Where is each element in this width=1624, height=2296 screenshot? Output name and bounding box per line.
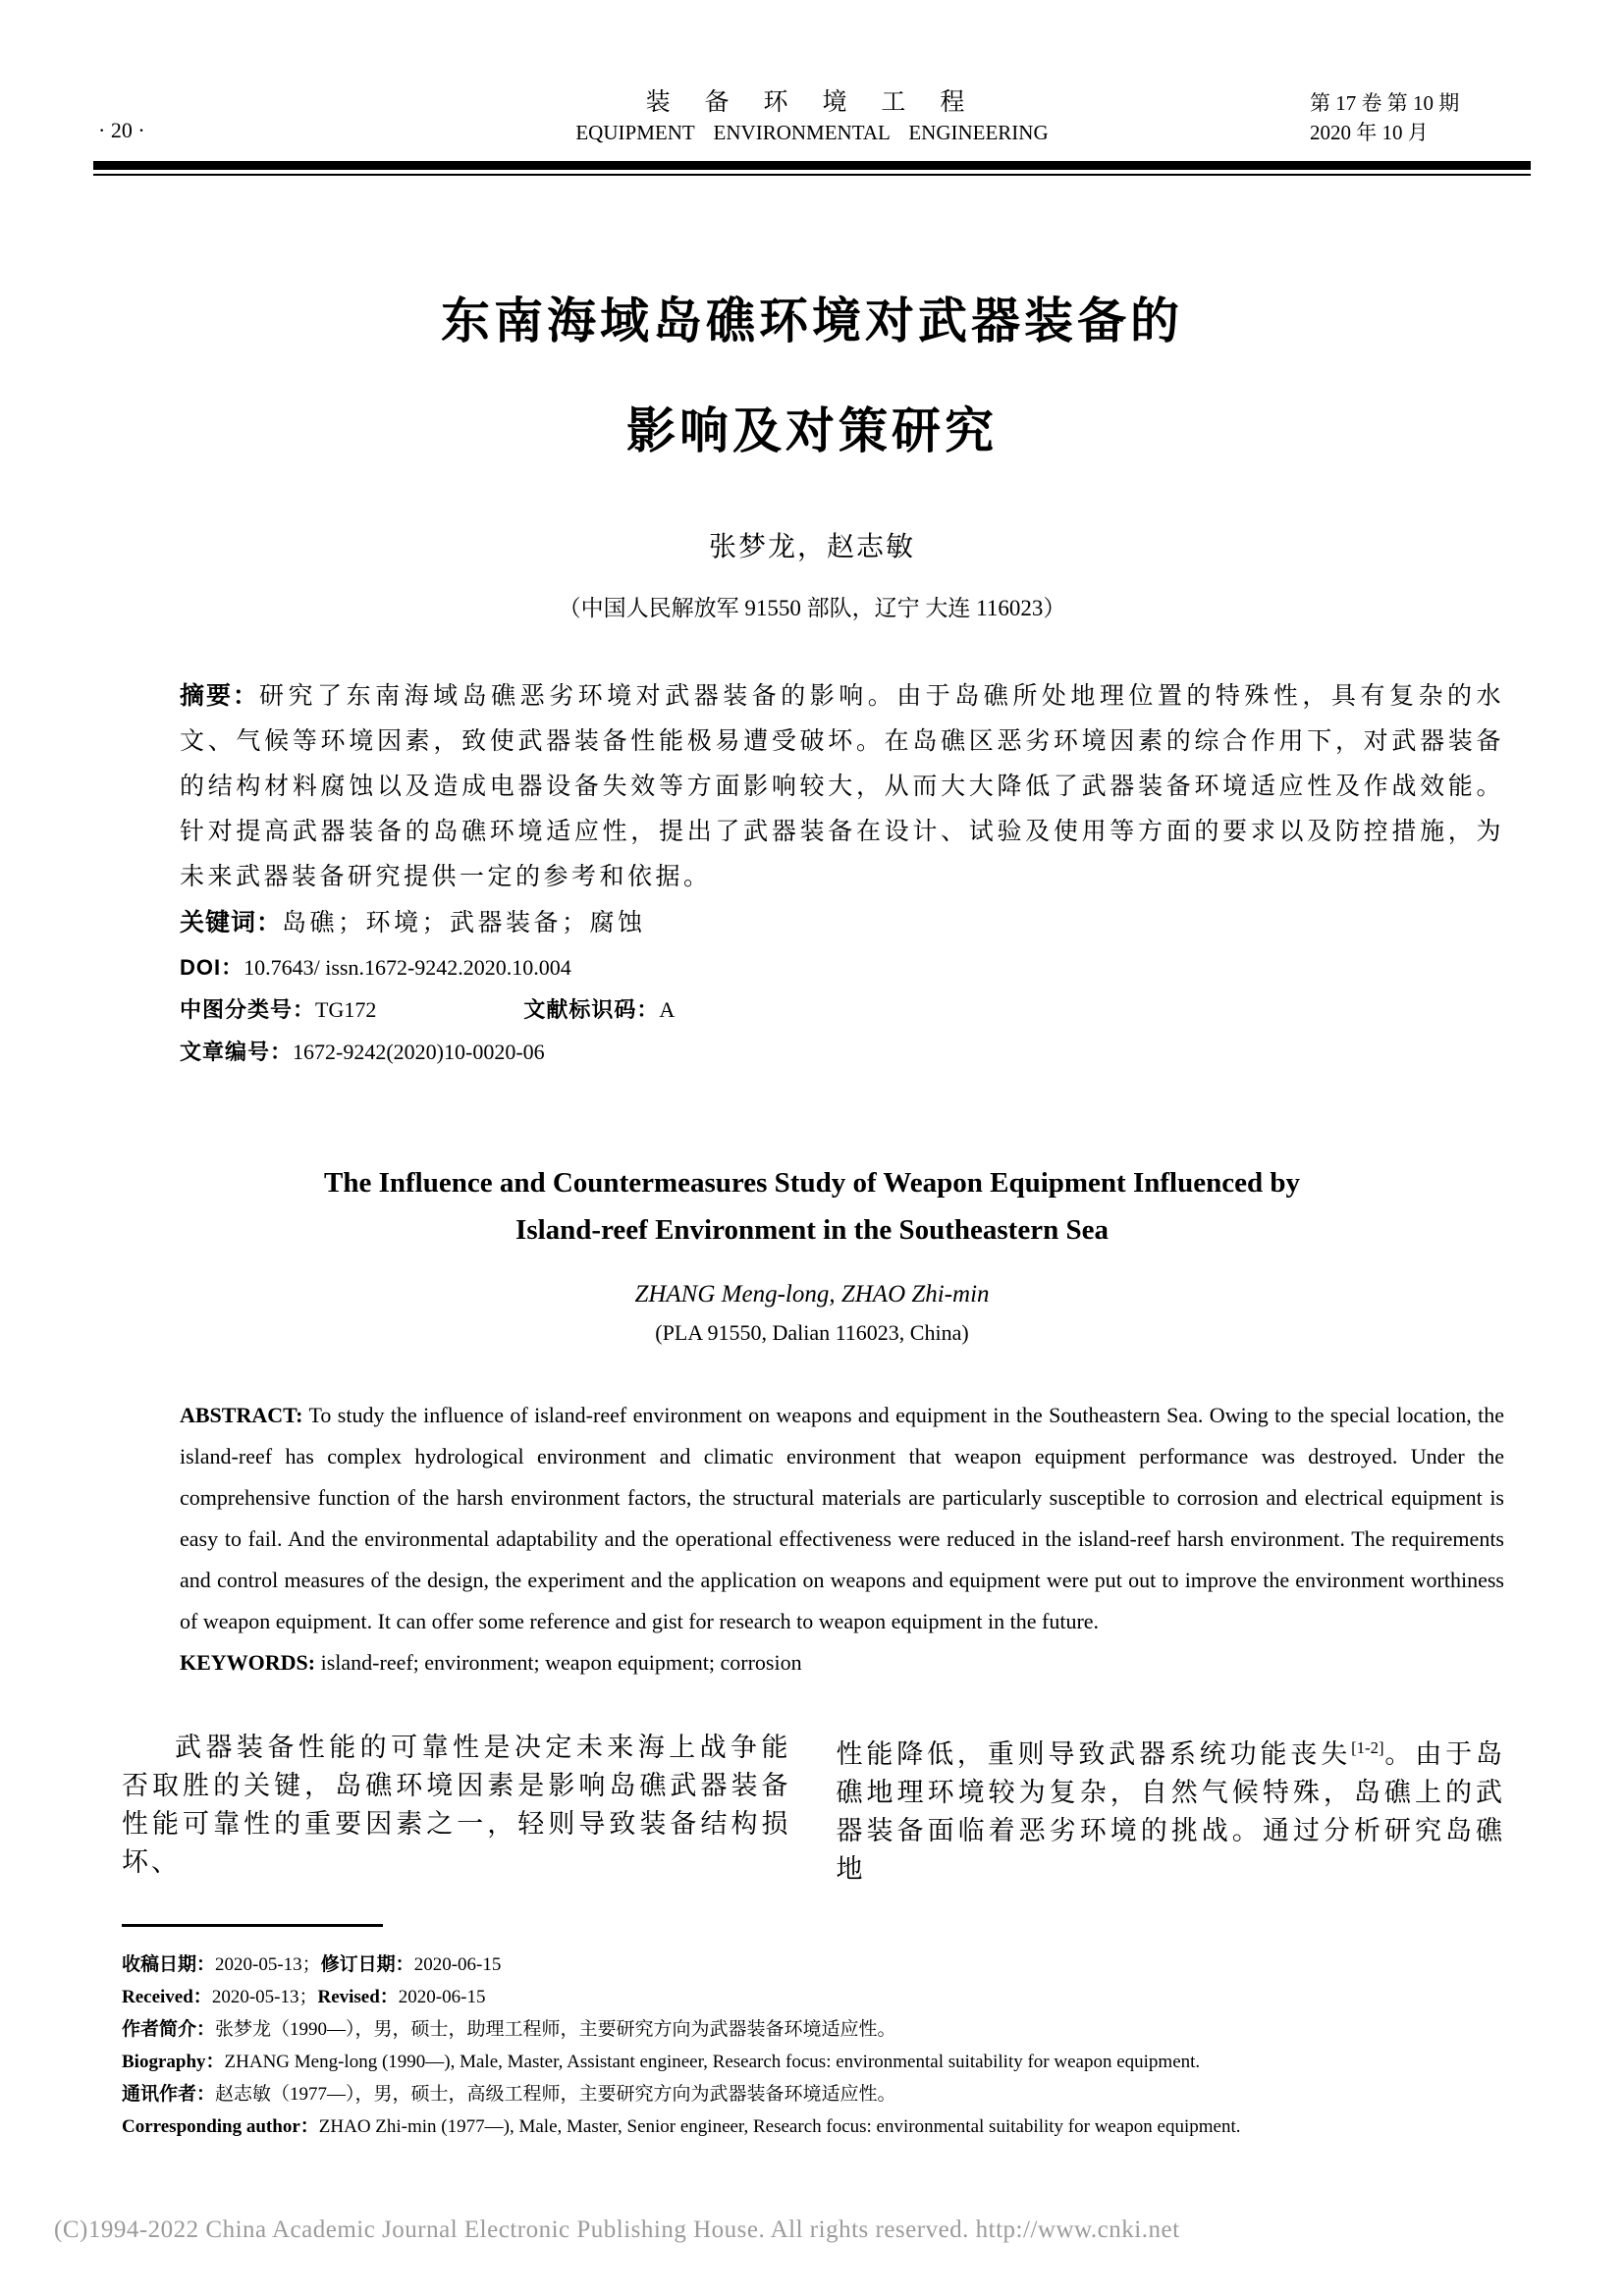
page-number: · 20 · bbox=[98, 118, 145, 142]
doi-label: DOI： bbox=[180, 955, 244, 980]
revised-cn-date: 2020-06-15 bbox=[413, 1954, 502, 1975]
abstract-en bbox=[180, 1395, 1504, 1683]
body-columns bbox=[122, 1729, 1505, 1889]
header-rule-thick bbox=[93, 161, 1531, 170]
article-title-en-line2: Island-reef Environment in the Southeastern Sea bbox=[515, 1214, 1109, 1246]
affiliation-en: (PLA 91550, Dalian 116023, China) bbox=[655, 1320, 969, 1345]
footnote-biography-en bbox=[122, 2046, 1505, 2078]
issue-info bbox=[1310, 88, 1526, 147]
body-column-right bbox=[837, 1729, 1506, 1889]
doc-code-label: 文献标识码： bbox=[523, 997, 660, 1022]
body-paragraph-right bbox=[837, 1729, 1506, 1889]
revised-en-date: 2020-06-15 bbox=[398, 1987, 486, 2007]
clc-value: TG172 bbox=[315, 997, 377, 1022]
abstract-cn-label: 摘要： bbox=[180, 682, 260, 710]
keywords-en-label: KEYWORDS: bbox=[180, 1650, 316, 1675]
received-en-label: Received： bbox=[122, 1987, 212, 2007]
biography-cn-label: 作者简介： bbox=[122, 2019, 216, 2040]
body-column-left bbox=[122, 1729, 791, 1889]
affiliation-cn: （中国人民解放军 91550 部队，辽宁 大连 116023） bbox=[558, 596, 1066, 620]
footnote-biography-cn bbox=[122, 2013, 1505, 2046]
body-right-text-2: 。由于岛礁地理环境较为复杂，自然气候特殊，岛礁上的武器装备面临着恶劣环境的挑战。通过分析研究岛礁地 bbox=[836, 1739, 1505, 1884]
volume-issue: 第 17 卷 第 10 期 bbox=[1310, 91, 1460, 115]
biography-en-label: Biography： bbox=[122, 2052, 225, 2072]
article-id-value: 1672-9242(2020)10-0020-06 bbox=[293, 1040, 545, 1064]
article-meta bbox=[180, 946, 1504, 1073]
article-id-line bbox=[180, 1031, 1504, 1073]
keywords-cn-label: 关键词： bbox=[180, 909, 283, 936]
article-title-en bbox=[0, 1159, 1624, 1254]
corresponding-en-text: ZHAO Zhi-min (1977—), Male, Master, Senior engineer, Research focus: environmental suitability for weapon equipment. bbox=[318, 2116, 1241, 2137]
running-head bbox=[0, 0, 1624, 147]
article-title-cn-line2: 影响及对策研究 bbox=[626, 403, 998, 458]
keywords-en-line bbox=[180, 1642, 1504, 1683]
revised-en-label: Revised： bbox=[317, 1987, 399, 2007]
footnote bbox=[122, 1949, 1505, 2143]
abstract-cn-text: 研究了东南海域岛礁恶劣环境对武器装备的影响。由于岛礁所处地理位置的特殊性，具有复杂的水文、气候等环境因素，致使武器装备性能极易遭受破坏。在岛礁区恶劣环境因素的综合作用下，对武器装备的结构材料腐蚀以及造成电器设备失效等方面影响较大，从而大大降低了武器装备环境适应性及作战效能。针对提高武器装备的岛礁环境适应性，提出了武器装备在设计、试验及使用等方面的要求以及防控措施，为未来武器装备研究提供一定的参考和依据。 bbox=[180, 683, 1504, 890]
article-title-cn-line1: 东南海域岛礁环境对武器装备的 bbox=[441, 294, 1183, 348]
doi-line bbox=[180, 946, 1504, 988]
biography-en-text: ZHANG Meng-long (1990—), Male, Master, Assistant engineer, Research focus: environmental suitability for weapon equipment. bbox=[224, 2052, 1201, 2072]
citation-ref: [1-2] bbox=[1351, 1738, 1384, 1757]
received-en-date: 2020-05-13； bbox=[211, 1987, 318, 2007]
keywords-cn-text: 岛礁；环境；武器装备；腐蚀 bbox=[282, 910, 646, 936]
body-right-text-1: 性能降低，重则导致武器系统功能丧失 bbox=[836, 1739, 1352, 1769]
footnote-corresponding-en bbox=[122, 2110, 1505, 2143]
corresponding-cn-label: 通讯作者： bbox=[122, 2084, 216, 2105]
abstract-cn bbox=[180, 673, 1504, 946]
biography-cn-text: 张梦龙（1990—），男，硕士，助理工程师，主要研究方向为武器装备环境适应性。 bbox=[215, 2019, 896, 2040]
journal-name-en: EQUIPMENT ENVIRONMENTAL ENGINEERING bbox=[575, 121, 1049, 144]
abstract-en-label: ABSTRACT: bbox=[180, 1403, 303, 1427]
body-paragraph-left: 武器装备性能的可靠性是决定未来海上战争能否取胜的关键，岛礁环境因素是影响岛礁武器装备性能可靠性的重要因素之一，轻则导致装备结构损坏、 bbox=[122, 1733, 791, 1877]
footnote-received-en bbox=[122, 1981, 1505, 2013]
footnote-received-cn bbox=[122, 1949, 1505, 1981]
abstract-en-text: To study the influence of island-reef environment on weapons and equipment in the Southeastern Sea. Owing to the special location, the island-reef has complex hydrological environment and climatic environment that weapon equipment performance was destroyed. Under the comprehensive function of the harsh environment factors, the structural materials are particularly susceptible to corrosion and electrical equipment is easy to fail. And the environmental adaptability and the operational effectiveness were reduced in the island-reef harsh environment. The requirements and control measures of the design, the experiment and the application on weapons and equipment were put out to improve the environment worthiness of weapon equipment. It can offer some reference and gist for research to weapon equipment in the future. bbox=[180, 1403, 1504, 1633]
keywords-en-text: island-reef; environment; weapon equipment; corrosion bbox=[320, 1650, 802, 1675]
doi-value: 10.7643/ issn.1672-9242.2020.10.004 bbox=[244, 955, 571, 980]
corresponding-cn-text: 赵志敏（1977—），男，硕士，高级工程师，主要研究方向为武器装备环境适应性。 bbox=[215, 2084, 896, 2105]
article-title-en-line1: The Influence and Countermeasures Study of Weapon Equipment Influenced by bbox=[324, 1167, 1300, 1199]
received-cn-label: 收稿日期： bbox=[122, 1954, 216, 1975]
abstract-cn-paragraph bbox=[180, 673, 1504, 900]
received-cn-date: 2020-05-13； bbox=[215, 1954, 321, 1975]
authors-cn: 张梦龙，赵志敏 bbox=[708, 531, 915, 561]
footnote-corresponding-cn bbox=[122, 2078, 1505, 2110]
revised-cn-label: 修订日期： bbox=[320, 1954, 414, 1975]
clc-label: 中图分类号： bbox=[180, 997, 316, 1022]
clc-line bbox=[180, 988, 1504, 1031]
article-title-cn bbox=[0, 266, 1624, 486]
journal-name-cn: 装 备 环 境 工 程 bbox=[645, 88, 979, 116]
footnote-rule bbox=[122, 1924, 383, 1927]
issue-date: 2020 年 10 月 bbox=[1310, 121, 1429, 144]
copyright-watermark: (C)1994-2022 China Academic Journal Electronic Publishing House. All rights reserved. http://www.cnki.net bbox=[54, 2216, 1180, 2243]
journal-name bbox=[314, 86, 1310, 147]
doc-code-value: A bbox=[659, 997, 676, 1022]
header-rule-thin bbox=[93, 174, 1531, 176]
article-id-label: 文章编号： bbox=[180, 1040, 294, 1064]
authors-en: ZHANG Meng-long, ZHAO Zhi-min bbox=[634, 1281, 990, 1308]
keywords-cn-line bbox=[180, 900, 1504, 946]
corresponding-en-label: Corresponding author： bbox=[122, 2116, 319, 2137]
abstract-en-paragraph bbox=[180, 1395, 1504, 1642]
